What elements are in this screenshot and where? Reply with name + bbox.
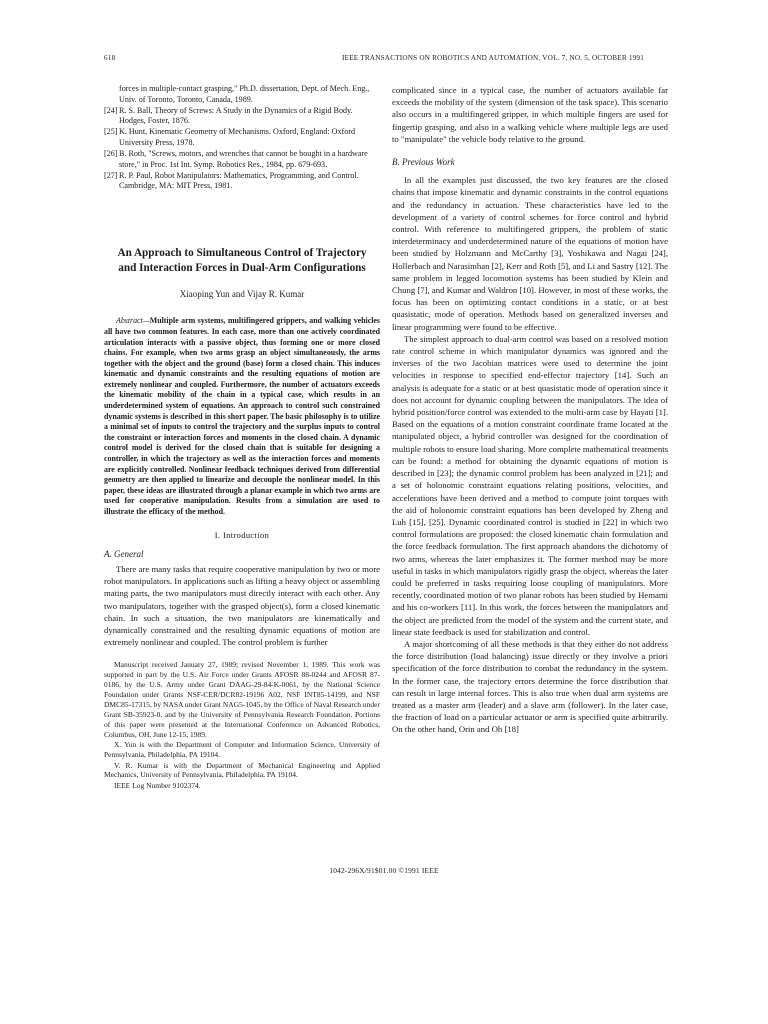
subsection-heading-general: A. General	[104, 548, 144, 559]
left-column	[104, 84, 380, 791]
paper-title: An Approach to Simultaneous Control of Trajectory and Interaction Forces in Dual-Arm Configurations	[117, 246, 367, 274]
abstract	[104, 316, 380, 517]
previous-work-paragraph: In all the examples just discussed, the two key features are the closed chains that impose kinematic and dynamic constraints in the control equations and the redundancy in actuation. These characteristics have led to the development of a variety of control schemes for force control and hybrid control. With reference to multifingered grippers, the problem of static interdeterminacy and underdetermined nature of the equations of motion have been studied by Holzmann and McCarthy [3], Yoshikawa and Nagai [24], Hollerbach and Narasimhan [2], Kerr and Roth [5], and Li and Sastry [12]. The same problem in legged locomotion systems has been studied by Klein and Chung [7], and Kumar and Waldron [10]. However, in most of these works, the focus has been on optimizing contact conditions in a static, or at best quasistatic, mode of operation. Methods based on generalized inverses and linear programming were found to be effective.	[392, 175, 668, 332]
footnote: V. R. Kumar is with the Department of Mechanical Engineering and Applied Mechanics, University of Pennsylvania, Philadelphia, PA 19104.	[104, 760, 380, 780]
subsection-heading-previous-work: B. Previous Work	[392, 157, 455, 168]
section-heading-introduction: I. Introduction	[214, 530, 270, 540]
right-column	[392, 84, 668, 736]
reference-item: [26] B. Roth, "Screws, motors, and wrenches that cannot be bought in a hardware store," in Proc. 1st Int. Symp. Robotics Res., 1984, pp. 679-693.	[104, 149, 368, 169]
paper-authors: Xiaoping Yun and Vijay R. Kumar	[179, 289, 305, 300]
abstract-lead: Abstract—	[116, 316, 150, 326]
reference-item: [24] R. S. Ball, Theory of Screws: A Study in the Dynamics of a Rigid Body. Hodges, Foster, 1876.	[104, 105, 353, 126]
footnote: Manuscript received January 27, 1989; revised November 1, 1989. This work was supported in part by the U.S. Air Force under Grants AFOSR 88-0244 and AFOSR 87-0186, by the U.S. Army under Grant DAAG-29-84-K-0061, by the National Science Foundation under Grants NSF-CER/DCR82-19196 A02, NSF INT85-14199, and NSF DMC85-17315, by NASA under Grant NAG5-1045, by the Office of Naval Research under Grant SB-35923-0, and by the University of Pennsylvania Research Foundation. Portions of this paper were presented at the International Conference on Advanced Robotics, Columbus, OH, June 12-15, 1989.	[104, 660, 380, 739]
reference-item: [27] R. P. Paul, Robot Manipulators: Mathematics, Programming, and Control. Cambridge, MA: MIT Press, 1981.	[104, 170, 359, 191]
footnote: X. Yun is with the Department of Computer and Information Science, University of Pennsylvania, Philadelphia, PA 19104.	[104, 740, 380, 760]
reference-list	[104, 84, 380, 192]
intro-paragraph: There are many tasks that require cooperative manipulation by two or more robot manipulators. In applications such as lifting a heavy object or assembling mating parts, the two manipulators must directly interact with each other. Any two manipulators, together with the grasped object(s), form a closed kinematic chain. In such a situation, the two manipulators are kinematically and dynamically constrained and the resulting dynamic equations of motion are extremely nonlinear and coupled. The control problem is further	[104, 564, 380, 648]
footnote: IEEE Log Number 9102374.	[114, 780, 201, 790]
footnotes	[104, 660, 380, 790]
previous-work-paragraph: The simplest approach to dual-arm control was based on a resolved motion rate control scheme in which manipulator dynamics was ignored and the inverses of the two Jacobian matrices were used to determine the joint velocities in response to specified end-effector trajectory [14]. Such an analysis is adequate for a static or at best quasistatic mode of operation since it does not account for dynamic coupling between the manipulators. The idea of hybrid position/force control was extended to the multi-arm case by Hayati [1]. Based on the equations of a motion constraint coordinate frame located at the manipulated object, a hybrid controller was designed for the coordination of multiple robots to ensure load sharing. More complete mathematical treatments can be found: a method for obtaining the dynamic equations of motion is described in [23]; the dynamic control problem has been analyzed in [21]; and a set of holonomic constraint equations relating positions, velocities, and accelerations have been derived and a method to compute joint torques with the aid of holonomic constraint equations has been developed by Zheng and Luh [15], [25]. Dynamic coordinated control is studied in [22] in which two control formulations are proposed: the closed kinematic chain formulation and the force feedback formulation. The first approach abandons the dichotomy of two arms, whereas the later emphasizes it. The former method may be more useful in tasks in which manipulators rigidly grasp the object, whereas the later could be preferred in tasks requiring loose coupling of manipulators. More recently, coordinated motion of two planar robots has been studied by Hemami and his co-workers [11]. In this work, the forces between the manipulators and the object are predicted from the model of the system and the current state, and linear state feedback is used for stabilization and control.	[392, 333, 668, 637]
abstract-text: Multiple arm systems, multifingered grippers, and walking vehicles all have two common features. In each case, more than one actively coordinated articulation interacts with a passive object, thus forming one or more closed chains. For example, when two arms grasp an object simultaneously, the arms together with the object and the ground (base) form a closed chain. This induces kinematic and dynamic constraints and the resulting equations of motion are extremely nonlinear and coupled. Furthermore, the number of actuators exceeds the kinematic mobility of the chain in a typical case, which results in an underdetermined system of equations. An approach to control such constrained dynamic systems is described in this short paper. The basic philosophy is to utilize a minimal set of inputs to control the trajectory and the surplus inputs to control the constraint or interaction forces and moments in the closed chain. A dynamic control model is derived for the closed chain that is suitable for designing a controller, in which the trajectory as well as the interaction forces and moments are explicitly controlled. Nonlinear feedback techniques derived from differential geometry are then applied to linearize and decouple the nonlinear model. In this paper, these ideas are illustrated through a planar example in which two arms are used for cooperative manipulation. Results from a simulation are used to illustrate the efficacy of the method.	[104, 316, 380, 517]
continued-paragraph: complicated since in a typical case, the number of actuators available far exceeds the mobility of the system (dimension of the task space). This scenario also occurs in a multifingered gripper, in which multiple fingers are used for fingertip grasping, and also in a walking vehicle where multiple legs are used to "manipulate" the vehicle body relative to the ground.	[392, 85, 668, 144]
previous-work-paragraph: A major shortcoming of all these methods is that they either do not address the force distribution (load balancing) issue directly or they involve a priori specification of the force distribution to combat the redundancy in the system. In the former case, the trajectory errors determine the force distribution that can result in large internal forces. This is also true when dual arm systems are treated as a master arm (leader) and a slave arm (follower). In the later case, the fraction of load on a particular actuator or arm is specified quite arbitrarily. On the other hand, Orin and Oh [18]	[392, 638, 668, 735]
running-head: IEEE TRANSACTIONS ON ROBOTICS AND AUTOMATION, VOL. 7, NO. 5, OCTOBER 1991	[342, 54, 644, 62]
reference-item: [25] K. Hunt, Kinematic Geometry of Mechanisms. Oxford, England: Oxford University Press, 1978.	[104, 127, 356, 147]
copyright-footer: 1042-296X/91$01.00 ©1991 IEEE	[329, 866, 439, 875]
reference-item: forces in multiple-contact grasping," Ph.D. dissertation, Dept. of Mech. Eng., Univ. of Toronto, Toronto, Canada, 1989.	[119, 84, 370, 104]
page-number: 618	[104, 54, 116, 62]
